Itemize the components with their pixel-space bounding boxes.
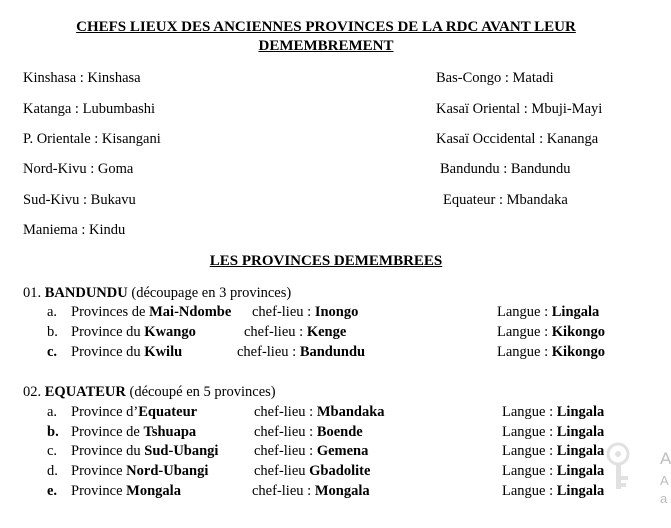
old-province-right: Bas-Congo : Matadi [436,70,554,86]
old-province-right: Kasaï Oriental : Mbuji-Mayi [436,101,603,117]
list-item-marker: a. [47,404,58,420]
language: Langue : Lingala [497,304,600,320]
group-description: (découpage en 3 provinces) [131,285,292,301]
chef-lieu: chef-lieu : Gemena [254,443,369,459]
language: Langue : Lingala [502,483,605,499]
province-name: Province du Kwilu [71,344,183,360]
group-name: BANDUNDU [44,285,128,301]
chef-lieu: chef-lieu : Boende [254,424,363,440]
list-item-marker: c. [47,443,58,459]
list-item-marker: b. [47,324,58,340]
language: Langue : Kikongo [497,324,605,340]
old-province-right: Kasaï Occidental : Kananga [436,131,599,147]
language: Langue : Lingala [502,463,605,479]
list-item-marker: e. [47,483,58,499]
list-item-marker: c. [47,344,58,360]
chef-lieu: chef-lieu : Mbandaka [254,404,385,420]
group-header [23,383,276,401]
province-name: Province d’Equateur [71,404,198,420]
group-description: (découpé en 5 provinces) [129,384,276,400]
group-number: 02. [23,384,42,400]
province-name: Province Nord-Ubangi [71,463,209,479]
chef-lieu: chef-lieu Gbadolite [254,463,371,479]
province-name: Province du Kwango [71,324,196,340]
watermark-text: A [660,449,671,468]
old-province-left: Kinshasa : Kinshasa [23,70,141,86]
language: Langue : Lingala [502,404,605,420]
language: Langue : Lingala [502,424,605,440]
old-province-left: Nord-Kivu : Goma [23,161,134,177]
old-province-right: Equateur : Mbandaka [443,192,568,208]
language: Langue : Lingala [502,443,605,459]
group-number: 01. [23,285,42,301]
province-name: Province de Tshuapa [71,424,197,440]
old-province-left: P. Orientale : Kisangani [23,131,161,147]
old-province-right: Bandundu : Bandundu [440,161,571,177]
chef-lieu: chef-lieu : Inongo [252,304,359,320]
list-item-marker: b. [47,424,59,440]
old-province-left: Maniema : Kindu [23,222,126,238]
old-province-left: Sud-Kivu : Bukavu [23,192,136,208]
group-header [23,284,291,302]
chef-lieu: chef-lieu : Bandundu [237,344,366,360]
list-item-marker: a. [47,304,58,320]
province-name: Provinces de Mai-Ndombe [71,304,232,320]
watermark-text: a [660,491,668,506]
key-icon [602,440,642,494]
language: Langue : Kikongo [497,344,605,360]
document-title-line-2: DEMEMBREMENT [258,38,394,54]
chef-lieu: chef-lieu : Kenge [244,324,347,340]
group-name: EQUATEUR [44,384,126,400]
list-item-marker: d. [47,463,58,479]
chef-lieu: chef-lieu : Mongala [252,483,370,499]
province-name: Province Mongala [71,483,181,499]
section-title: LES PROVINCES DEMEMBREES [209,253,443,269]
province-name: Province du Sud-Ubangi [71,443,219,459]
watermark-text: A [660,473,669,488]
document-title-line-1: CHEFS LIEUX DES ANCIENNES PROVINCES DE LA RDC AVANT LEUR [76,19,576,35]
old-province-left: Katanga : Lubumbashi [23,101,156,117]
